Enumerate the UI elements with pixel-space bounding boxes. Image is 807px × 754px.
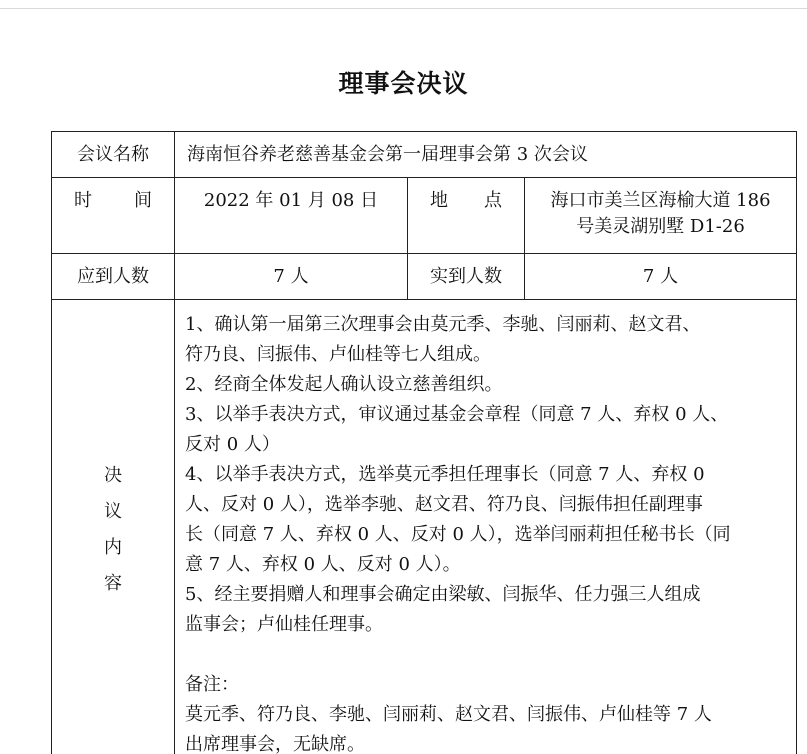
location-line-2: 号美灵湖别墅 D1-26 xyxy=(576,216,745,237)
note-line: 莫元季、符乃良、李驰、闫丽莉、赵文君、闫振伟、卢仙桂等 7 人 xyxy=(185,704,712,725)
resolution-label-char-4: 容 xyxy=(104,573,122,594)
meeting-name-value: 海南恒谷养老慈善基金会第一届理事会第 3 次会议 xyxy=(175,132,797,178)
expected-attendees-value: 7 人 xyxy=(175,254,408,300)
location-label-char-1: 地 xyxy=(430,190,448,211)
resolution-label-char-1: 决 xyxy=(104,465,122,486)
actual-attendees-label: 实到人数 xyxy=(408,254,525,300)
attendance-row xyxy=(52,254,797,300)
time-location-row xyxy=(52,178,797,254)
resolution-row xyxy=(52,300,797,754)
resolution-line: 1、确认第一届第三次理事会由莫元季、李驰、闫丽莉、赵文君、 xyxy=(185,314,701,335)
resolution-content xyxy=(175,300,797,754)
note-label: 备注： xyxy=(185,674,239,695)
time-value: 2022 年 01 月 08 日 xyxy=(175,178,408,254)
resolution-line: 长（同意 7 人、弃权 0 人、反对 0 人），选举闫丽莉担任秘书长（同 xyxy=(185,524,731,545)
resolution-line: 3、以举手表决方式，审议通过基金会章程（同意 7 人、弃权 0 人、 xyxy=(185,404,729,425)
page-top-border xyxy=(0,8,807,9)
resolution-table xyxy=(51,131,797,754)
time-label-char-1: 时 xyxy=(74,190,92,211)
blank-line xyxy=(185,640,786,670)
expected-attendees-label: 应到人数 xyxy=(52,254,175,300)
resolution-line: 符乃良、闫振伟、卢仙桂等七人组成。 xyxy=(185,344,491,365)
document-title: 理事会决议 xyxy=(338,69,469,98)
location-line-1: 海口市美兰区海榆大道 186 xyxy=(550,190,771,211)
resolution-line: 2、经商全体发起人确认设立慈善组织。 xyxy=(185,374,503,395)
resolution-label-char-3: 内 xyxy=(104,537,122,558)
resolution-line: 人、反对 0 人），选举李驰、赵文君、符乃良、闫振伟担任副理事 xyxy=(185,494,703,515)
location-label xyxy=(408,178,525,254)
resolution-line: 4、以举手表决方式，选举莫元季担任理事长（同意 7 人、弃权 0 xyxy=(185,464,705,485)
location-value xyxy=(525,178,797,254)
meeting-name-row xyxy=(52,132,797,178)
resolution-line: 反对 0 人） xyxy=(185,434,280,455)
actual-attendees-value: 7 人 xyxy=(525,254,797,300)
resolution-line: 监事会；卢仙桂任理事。 xyxy=(185,614,383,635)
time-label xyxy=(52,178,175,254)
resolution-line: 意 7 人、弃权 0 人、反对 0 人）。 xyxy=(185,554,461,575)
time-label-char-2: 间 xyxy=(134,190,152,211)
resolution-label xyxy=(52,300,175,754)
location-label-char-2: 点 xyxy=(484,190,502,211)
note-line: 出席理事会，无缺席。 xyxy=(185,734,365,754)
meeting-name-label: 会议名称 xyxy=(52,132,175,178)
resolution-label-char-2: 议 xyxy=(104,501,122,522)
resolution-line: 5、经主要捐赠人和理事会确定由梁敏、闫振华、任力强三人组成 xyxy=(185,584,701,605)
